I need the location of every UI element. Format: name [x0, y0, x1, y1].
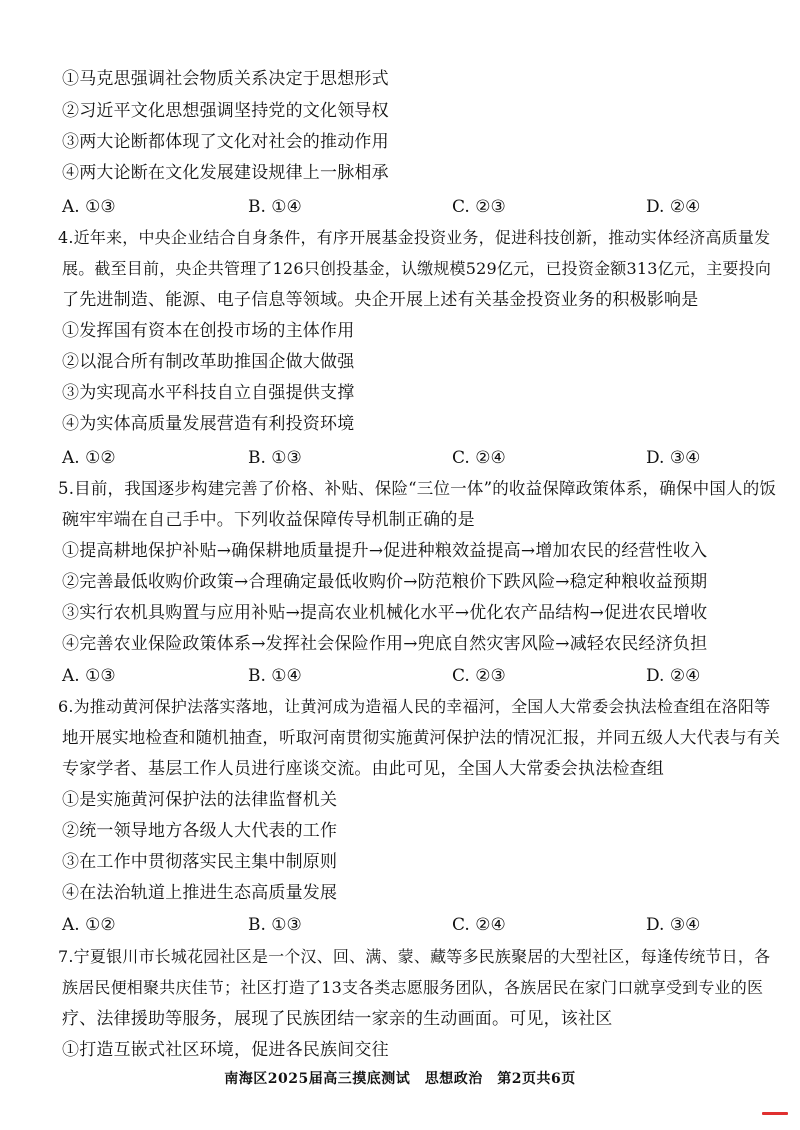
q5-stem-line-2: 碗牢牢端在自己手中。下列收益保障传导机制正确的是: [62, 510, 475, 530]
q6-option-a: A. ①②: [62, 915, 116, 935]
q6-statement-2: ②统一领导地方各级人大代表的工作: [62, 821, 338, 841]
q3-option-b: B. ①④: [248, 197, 302, 217]
q6-statement-4: ④在法治轨道上推进生态高质量发展: [62, 883, 338, 903]
q4-stem-line-1: 4.近年来，中央企业结合自身条件，有序开展基金投资业务，促进科技创新，推动实体经济高质量发: [58, 228, 771, 247]
q4-stem-line-2: 展。截至目前，央企共管理了126只创投基金，认缴规模529亿元，已投资金额313亿元，主要投向: [62, 259, 772, 278]
q6-stem-line-3: 专家学者、基层工作人员进行座谈交流。由此可见，全国人大常委会执法检查组: [62, 759, 664, 779]
q7-stem-line-1: 7.宁夏银川市长城花园社区是一个汉、回、满、蒙、藏等多民族聚居的大型社区，每逢传统节日，各: [58, 947, 771, 966]
q5-statement-2: ②完善最低收购价政策→合理确定最低收购价→防范粮价下跌风险→稳定种粮收益预期: [62, 572, 708, 592]
q4-stem-line-3: 了先进制造、能源、电子信息等领域。央企开展上述有关基金投资业务的积极影响是: [62, 290, 699, 310]
q4-statement-1: ①发挥国有资本在创投市场的主体作用: [62, 321, 355, 341]
q6-statement-1: ①是实施黄河保护法的法律监督机关: [62, 790, 338, 810]
q6-stem-line-1: 6.为推动黄河保护法落实落地，让黄河成为造福人民的幸福河，全国人大常委会执法检查组在洛阳等: [58, 697, 771, 716]
q4-statement-2: ②以混合所有制改革助推国企做大做强: [62, 352, 355, 372]
q7-stem-line-2: 族居民便相聚共庆佳节；社区打造了13支各类志愿服务团队，各族居民在家门口就享受到专业的医: [62, 978, 764, 997]
q6-option-d: D. ③④: [646, 915, 701, 935]
red-mark: [762, 1112, 788, 1115]
q3-option-a: A. ①③: [62, 197, 116, 217]
q7-stem-line-3: 疗、法律援助等服务，展现了民族团结一家亲的生动画面。可见，该社区: [62, 1009, 613, 1029]
q3-statement-2: ②习近平文化思想强调坚持党的文化领导权: [62, 101, 389, 121]
q5-statement-3: ③实行农机具购置与应用补贴→提高农业机械化水平→优化农产品结构→促进农民增收: [62, 603, 708, 623]
q5-statement-4: ④完善农业保险政策体系→发挥社会保险作用→兜底自然灾害风险→减轻农民经济负担: [62, 634, 708, 654]
q5-option-a: A. ①③: [62, 666, 116, 686]
q3-option-d: D. ②④: [646, 197, 701, 217]
q4-statement-3: ③为实现高水平科技自立自强提供支撑: [62, 383, 355, 403]
q6-statement-3: ③在工作中贯彻落实民主集中制原则: [62, 852, 338, 872]
q3-statement-4: ④两大论断在文化发展建设规律上一脉相承: [62, 163, 389, 183]
q6-option-c: C. ②④: [452, 915, 506, 935]
q5-option-d: D. ②④: [646, 666, 701, 686]
q4-option-d: D. ③④: [646, 448, 701, 468]
q4-statement-4: ④为实体高质量发展营造有利投资环境: [62, 414, 355, 434]
q5-option-b: B. ①④: [248, 666, 302, 686]
q6-option-b: B. ①③: [248, 915, 302, 935]
q5-statement-1: ①提高耕地保护补贴→确保耕地质量提升→促进种粮效益提高→增加农民的经营性收入: [62, 541, 708, 561]
q5-stem-line-1: 5.目前，我国逐步构建完善了价格、补贴、保险“三位一体”的收益保障政策体系，确保中国人的饭: [58, 479, 777, 498]
page-footer: 南海区2025届高三摸底测试 思想政治 第2页共6页: [224, 1071, 576, 1087]
q4-option-b: B. ①③: [248, 448, 302, 468]
q4-option-a: A. ①②: [62, 448, 116, 468]
q3-statement-1: ①马克思强调社会物质关系决定于思想形式: [62, 69, 389, 89]
q4-option-c: C. ②④: [452, 448, 506, 468]
q3-option-c: C. ②③: [452, 197, 506, 217]
q7-statement-1: ①打造互嵌式社区环境，促进各民族间交往: [62, 1040, 389, 1060]
q6-stem-line-2: 地开展实地检查和随机抽查，听取河南贯彻实施黄河保护法的情况汇报，并同五级人大代表与有关: [62, 728, 781, 747]
q3-statement-3: ③两大论断都体现了文化对社会的推动作用: [62, 132, 389, 152]
q5-option-c: C. ②③: [452, 666, 506, 686]
